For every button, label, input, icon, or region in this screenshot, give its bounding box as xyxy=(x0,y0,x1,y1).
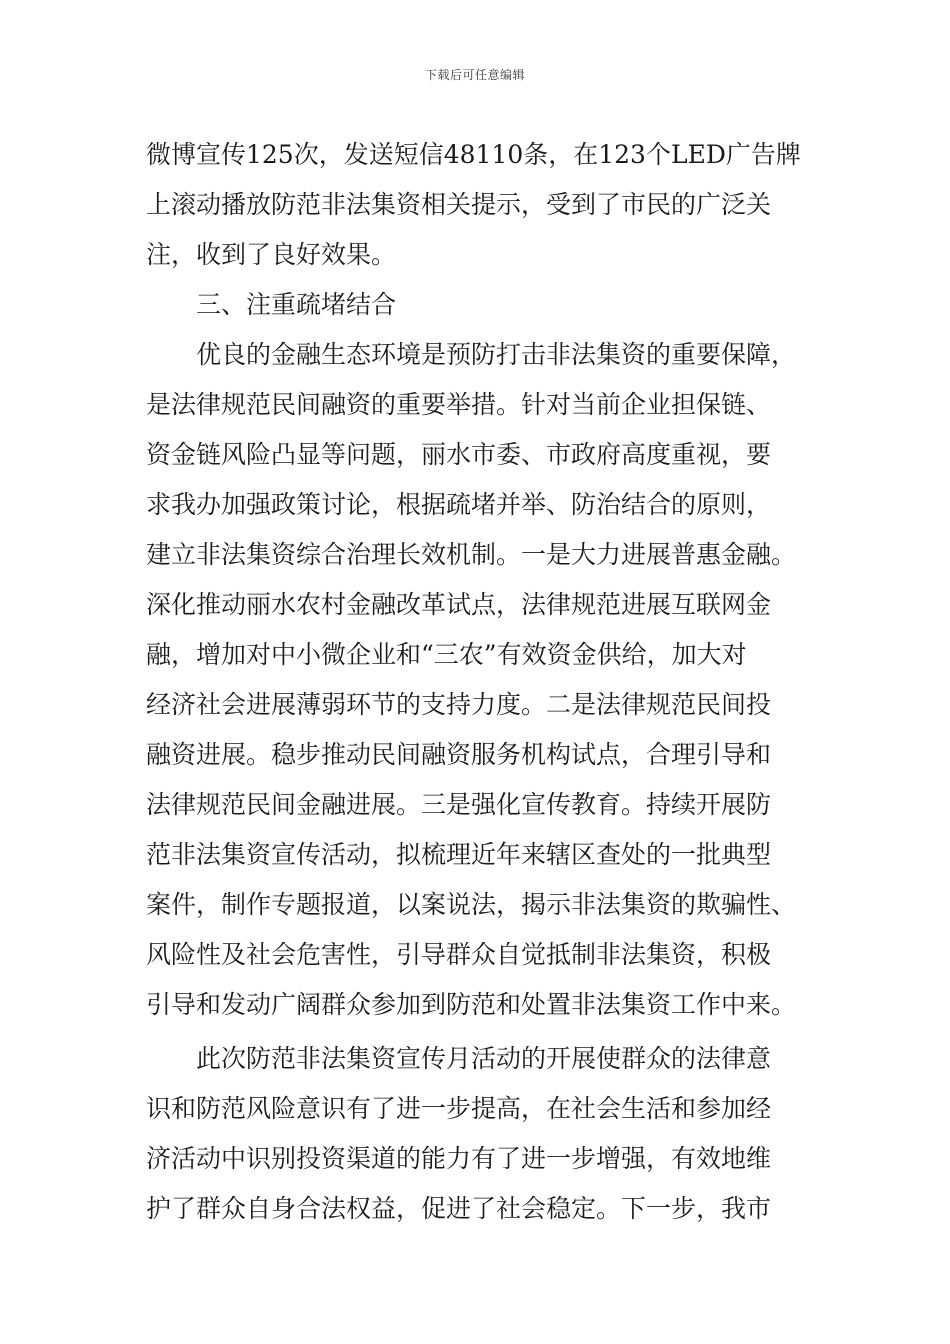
text-line: 深化推动丽水农村金融改革试点，法律规范进展互联网金 xyxy=(146,590,772,619)
text-line: 此次防范非法集资宣传月活动的开展使群众的法律意 xyxy=(146,1044,772,1073)
text-line: 优良的金融生态环境是预防打击非法集资的重要保障， xyxy=(146,340,797,369)
text-line: 融，增加对中小微企业和“三农”有效资金供给，加大对 xyxy=(146,640,747,669)
page-header: 下载后可任意编辑 xyxy=(424,68,525,82)
text-line: 融资进展。稳步推动民间融资服务机构试点，合理引导和 xyxy=(146,740,772,769)
text-line: 注，收到了良好效果。 xyxy=(146,240,397,269)
text-line: 引导和发动广阔群众参加到防范和处置非法集资工作中来。 xyxy=(146,990,797,1019)
text-line: 是法律规范民间融资的重要举措。针对当前企业担保链、 xyxy=(146,390,772,419)
document-body xyxy=(146,130,806,1234)
text-line: 范非法集资宣传活动，拟梳理近年来辖区查处的一批典型 xyxy=(146,840,772,869)
section-heading: 三、注重疏堵结合 xyxy=(146,290,397,319)
text-line: 法律规范民间金融进展。三是强化宣传教育。持续开展防 xyxy=(146,790,772,819)
text-line: 济活动中识别投资渠道的能力有了进一步增强，有效地维 xyxy=(146,1144,772,1173)
text-line: 案件，制作专题报道，以案说法，揭示非法集资的欺骗性、 xyxy=(146,890,797,919)
text-line: 求我办加强政策讨论，根据疏堵并举、防治结合的原则， xyxy=(146,490,772,519)
text-line: 资金链风险凸显等问题，丽水市委、市政府高度重视，要 xyxy=(146,440,772,469)
text-line: 识和防范风险意识有了进一步提高，在社会生活和参加经 xyxy=(146,1094,772,1123)
text-line: 上滚动播放防范非法集资相关提示，受到了市民的广泛关 xyxy=(146,190,772,219)
text-line: 经济社会进展薄弱环节的支持力度。二是法律规范民间投 xyxy=(146,690,772,719)
text-line: 风险性及社会危害性，引导群众自觉抵制非法集资，积极 xyxy=(146,940,772,969)
text-line: 建立非法集资综合治理长效机制。一是大力进展普惠金融。 xyxy=(146,540,797,569)
text-line: 微博宣传125次，发送短信48110条，在123个LED广告牌 xyxy=(146,140,801,169)
text-line: 护了群众自身合法权益，促进了社会稳定。下一步，我市 xyxy=(146,1194,772,1223)
